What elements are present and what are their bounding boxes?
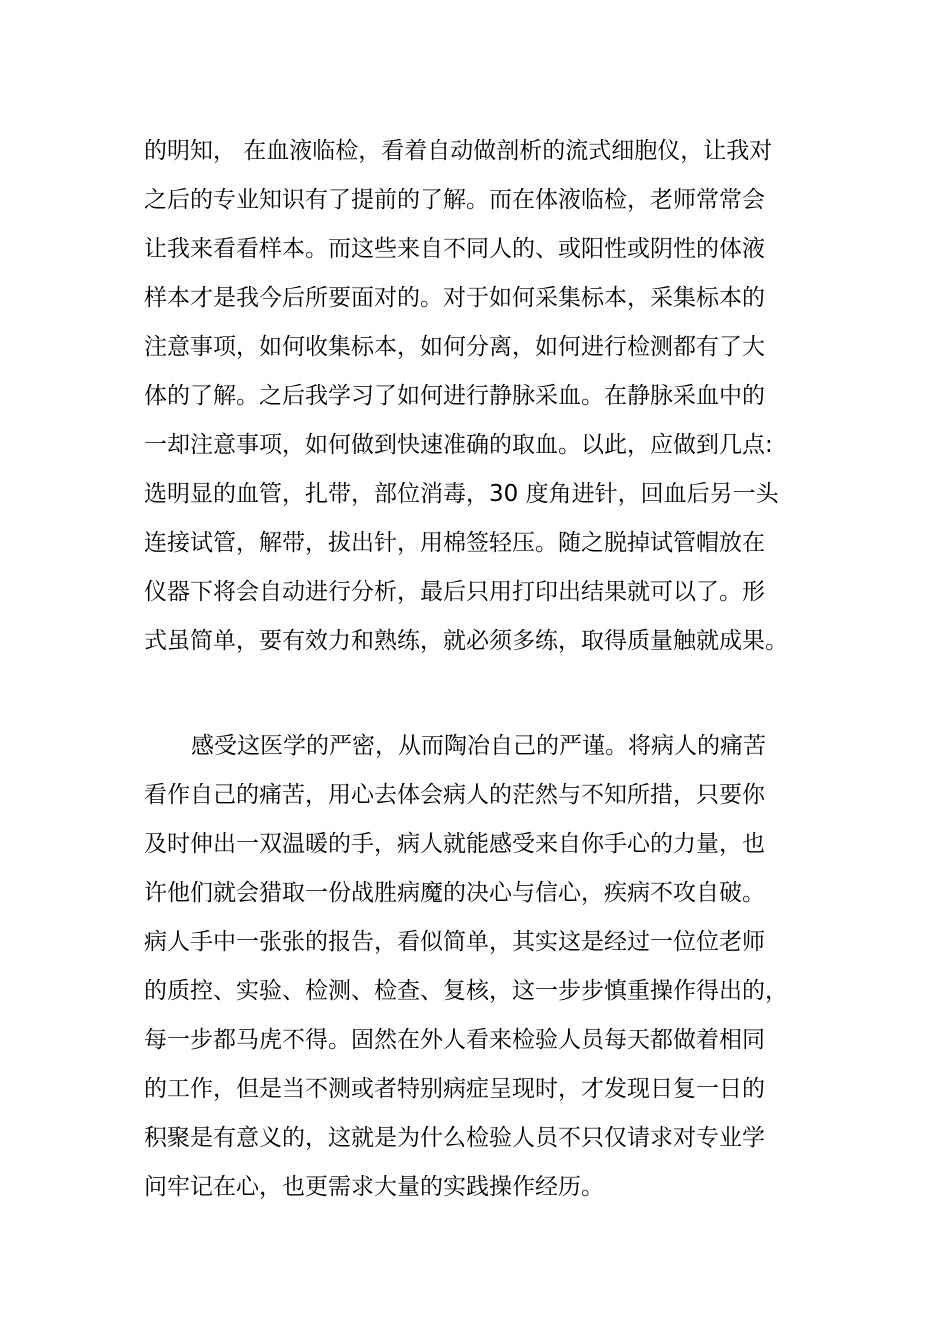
text-line: 的工作，但是当不测或者特别病症呈现时，才发现日复一日的 <box>144 1076 765 1102</box>
text-line: 样本才是我今后所要面对的。对于如何采集标本，采集标本的 <box>144 285 765 311</box>
text-line: 及时伸出一双温暖的手，病人就能感受来自你手心的力量，也 <box>144 831 765 857</box>
text-line: 许他们就会猎取一份战胜病魔的决心与信心，疾病不攻自破。 <box>144 880 765 906</box>
text-line: 的质控、实验、检测、检查、复核，这一步步慎重操作得出的， <box>144 978 788 1004</box>
paragraph-2 <box>144 722 824 1212</box>
text-line: 体的了解。之后我学习了如何进行静脉采血。在静脉采血中的 <box>144 383 765 409</box>
text-line: 一却注意事项，如何做到快速准确的取血。以此，应做到几点: <box>144 432 773 458</box>
text-line: 看作自己的痛苦，用心去体会病人的茫然与不知所措，只要你 <box>144 782 765 808</box>
text-line: 让我来看看样本。而这些来自不同人的、或阳性或阴性的体液 <box>144 236 765 262</box>
text-line: 选明显的血管，扎带，部位消毒，30 度角进针，回血后另一头 <box>144 481 779 507</box>
text-line: 之后的专业知识有了提前的了解。而在体液临检，老师常常会 <box>144 187 765 213</box>
text-line: 积聚是有意义的，这就是为什么检验人员不只仅请求对专业学 <box>144 1125 765 1151</box>
text-line: 连接试管，解带，拔出针，用棉签轻压。随之脱掉试管帽放在 <box>144 530 765 556</box>
text-line: 感受这医学的严密，从而陶冶自己的严谨。将病人的痛苦 <box>191 733 766 759</box>
text-line: 仪器下将会自动进行分析，最后只用打印出结果就可以了。形 <box>144 579 765 605</box>
text-line: 注意事项，如何收集标本，如何分离，如何进行检测都有了大 <box>144 334 765 360</box>
text-line: 病人手中一张张的报告，看似简单，其实这是经过一位位老师 <box>144 929 765 955</box>
text-line: 的明知， 在血液临检，看着自动做剖析的流式细胞仪，让我对 <box>144 138 773 164</box>
text-line: 式虽简单，要有效力和熟练，就必须多练，取得质量触就成果。 <box>144 628 788 654</box>
text-line: 每一步都马虎不得。固然在外人看来检验人员每天都做着相同 <box>144 1027 765 1053</box>
paragraph-1 <box>144 127 824 666</box>
text-line: 问牢记在心，也更需求大量的实践操作经历。 <box>144 1174 604 1200</box>
